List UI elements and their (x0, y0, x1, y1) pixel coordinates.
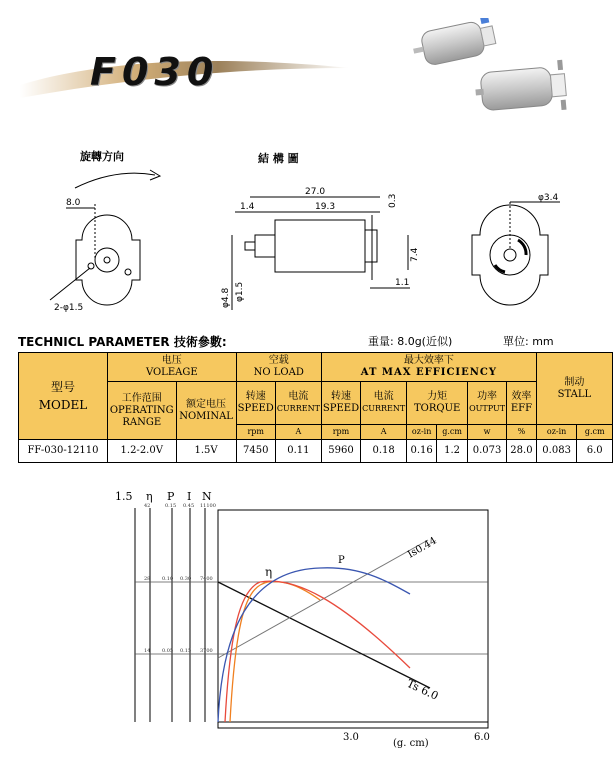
dim-1-1: 1.1 (395, 278, 410, 288)
cell-me-torque-oz: 0.16 (407, 440, 437, 463)
x-tick-3: 3.0 (343, 732, 359, 743)
power-curve (218, 568, 410, 722)
table-row (19, 440, 613, 463)
svg-text:14: 14 (144, 648, 151, 654)
performance-chart (110, 490, 500, 750)
dim-27-0: 27.0 (305, 187, 326, 197)
cell-nl-current: 0.11 (275, 440, 321, 463)
me-torque-header: 力矩 TORQUE (407, 382, 468, 425)
cell-range: 1.2-2.0V (107, 440, 176, 463)
dim-0-3: 0.3 (388, 193, 398, 208)
me-speed-header: 转速 SPEED (321, 382, 360, 425)
svg-text:7400: 7400 (200, 576, 213, 582)
dim-2-phi-1-5: 2-φ1.5 (54, 303, 84, 313)
cell-nominal: 1.5V (176, 440, 236, 463)
svg-text:0.10: 0.10 (162, 576, 174, 582)
op-range-header: 工作范围 OPERATING RANGE (107, 382, 176, 440)
is-curve-label: Is0.44 (406, 535, 439, 561)
svg-text:0.15: 0.15 (180, 648, 192, 654)
cell-me-current: 0.18 (361, 440, 407, 463)
motor-photo (395, 18, 595, 128)
n-header: N (202, 490, 212, 503)
product-title: F030 (90, 50, 220, 94)
rear-view-drawing (472, 193, 560, 305)
cell-me-torque-gcm: 1.2 (437, 440, 468, 463)
dim-7-4: 7.4 (410, 247, 420, 262)
cell-nl-speed: 7450 (236, 440, 275, 463)
cell-model: FF-030-12110 (19, 440, 108, 463)
rotation-direction-label: 旋轉方向 (80, 150, 124, 163)
me-current-header: 电流 CURRENT (361, 382, 407, 425)
dim-1-4: 1.4 (240, 202, 255, 212)
structure-drawing-label: 結 構 圖 (258, 152, 299, 165)
maxeff-header: 最大效率下 AT MAX EFFICIENCY (321, 353, 536, 382)
plot-frame (218, 510, 488, 728)
i-header: I (187, 490, 192, 503)
power-curve-label: P (338, 555, 345, 566)
svg-text:0.15: 0.15 (165, 503, 177, 509)
cell-st-torque-oz: 0.083 (536, 440, 577, 463)
dim-8-0: 8.0 (66, 198, 81, 208)
me-output-header: 功率 OUTPUT (468, 382, 507, 425)
units-row: rpm A rpm A oz-in g.cm w % oz-in g.cm (19, 425, 613, 440)
eta-curve-label: η (265, 565, 273, 579)
cell-me-eff: 28.0 (507, 440, 537, 463)
svg-text:0.30: 0.30 (180, 576, 192, 582)
voltage-header: 电压 VOLEAGE (107, 353, 236, 382)
cell-me-output: 0.073 (468, 440, 507, 463)
dim-phi-1-5: φ1.5 (235, 281, 245, 302)
nominal-header: 额定电压 NOMINAL (176, 382, 236, 440)
nl-speed-header: 转速 SPEED (236, 382, 275, 425)
p-header: P (167, 490, 175, 503)
spec-table (18, 352, 613, 463)
noload-header: 空载 NO LOAD (236, 353, 321, 382)
current-line (218, 540, 428, 658)
dim-phi-4-8: φ4.8 (221, 287, 231, 308)
efficiency-curve-orange (230, 582, 320, 722)
volt-label: 1.5 (115, 490, 133, 503)
svg-text:42: 42 (144, 503, 151, 509)
me-eff-header: 效率 EFF (507, 382, 537, 425)
stall-header: 制动 STALL (536, 353, 612, 425)
model-header: 型号 MODEL (19, 353, 108, 440)
svg-text:11100: 11100 (200, 503, 216, 509)
technical-parameter-title: TECHNICL PARAMETER 技術參數: (18, 335, 227, 349)
dim-19-3: 19.3 (315, 202, 336, 212)
svg-text:28: 28 (144, 576, 151, 582)
weight-label: 重量: 8.0g(近似) (368, 335, 453, 348)
ts-curve-label: Ts 6.0 (404, 676, 441, 703)
mechanical-drawings (0, 140, 613, 330)
x-unit-label: (g. cm) (393, 738, 429, 749)
front-view-drawing (50, 198, 140, 313)
x-tick-6: 6.0 (474, 732, 490, 743)
side-view-drawing (221, 187, 420, 310)
eta-header: η (146, 490, 153, 503)
svg-text:3700: 3700 (200, 648, 213, 654)
cell-st-torque-gcm: 6.0 (577, 440, 613, 463)
nl-current-header: 电流 CURRENT (275, 382, 321, 425)
cell-me-speed: 5960 (321, 440, 360, 463)
svg-text:0.45: 0.45 (183, 503, 195, 509)
unit-label: 單位: mm (503, 335, 554, 348)
svg-text:0.05: 0.05 (162, 648, 174, 654)
rotation-arrow-icon (75, 173, 155, 188)
dim-phi-3-4: φ3.4 (538, 193, 559, 203)
